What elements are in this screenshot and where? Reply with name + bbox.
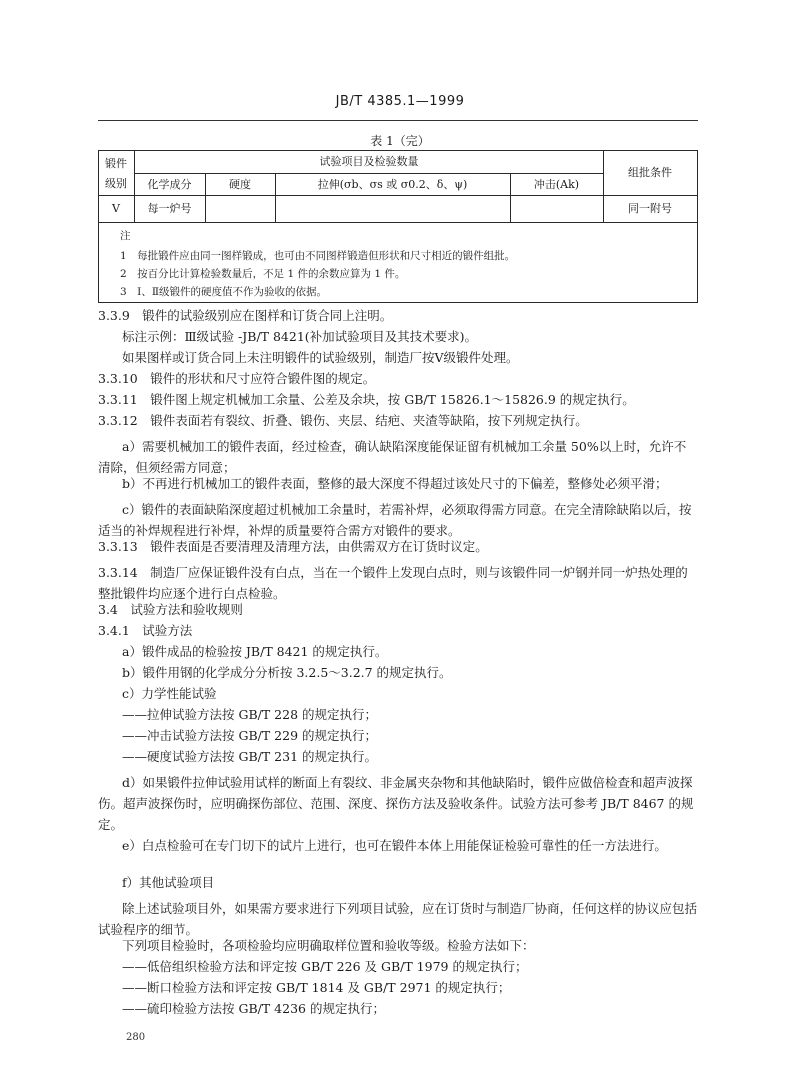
header-grade-line2: 级别 — [105, 177, 127, 190]
clause-3-4-1-f-text: 除上述试验项目外，如果需方要求进行下列项目试验，应在订货时与制造厂协商，任何这样的协议应包括试验程序的细节。 — [98, 901, 698, 937]
subheader-hardness: 硬度 — [229, 178, 251, 191]
clause-3-4-1-c-hardness: ——硬度试验方法按 GB/T 231 的规定执行。 — [122, 749, 377, 764]
clause-3-3-11: 3.3.11 锻件图上规定机械加工余量、公差及余块，按 GB/T 15826.1～15826.9 的规定执行。 — [98, 392, 635, 407]
section-3-4: 3.4 试验方法和验收规则 — [98, 602, 243, 617]
clause-3-3-9: 3.3.9 锻件的试验级别应在图样和订货合同上注明。 — [98, 308, 393, 323]
row-chemical: 每一炉号 — [147, 202, 192, 215]
clause-3-4-1: 3.4.1 试验方法 — [98, 623, 193, 638]
clause-3-4-1-c: c）力学性能试验 — [122, 686, 217, 701]
table-border-left — [98, 150, 99, 302]
clause-3-4-1-d: d）如果锻件拉伸试验用试样的断面上有裂纹、非金属夹杂物和其他缺陷时，锻件应做倍检查和超声波探伤。超声波探伤时，应明确探伤部位、范围、深度、探伤方法及验收条件。试验方法可参考 JB/T 8467 的规定。 — [98, 775, 694, 832]
subheader-chemical: 化学成分 — [147, 178, 192, 191]
table-note-1: 1 每批锻件应由同一图样锻成，也可由不同图样锻造但形状和尺寸相近的锻件组批。 — [120, 250, 516, 262]
page-number: 280 — [126, 1032, 146, 1043]
clause-3-4-1-f: f）其他试验项目 — [122, 875, 215, 890]
table-rule-header-bottom — [98, 195, 698, 196]
header-group-conditions: 组批条件 — [628, 166, 672, 179]
clause-3-4-1-f-sulfur-print: ——硫印检验方法按 GB/T 4236 的规定执行； — [122, 1001, 385, 1016]
table-note-3: 3 Ⅰ、Ⅱ级锻件的硬度值不作为验收的依据。 — [120, 286, 327, 298]
header-test-items: 试验项目及检验数量 — [319, 155, 419, 168]
clause-3-3-12-c: c）锻件的表面缺陷深度超过机械加工余量时，若需补焊，必须取得需方同意。在完全清除缺陷以后，按适当的补焊规程进行补焊，补焊的质量要符合需方对锻件的要求。 — [98, 502, 692, 538]
clause-3-4-1-f-macro: ——低倍组织检验方法和评定按 GB/T 226 及 GB/T 1979 的规定执行； — [122, 959, 528, 974]
clause-3-3-12: 3.3.12 锻件表面若有裂纹、折叠、锻伤、夹层、结疤、夹渣等缺陷，按下列规定执行。 — [98, 413, 588, 428]
table-caption: 表 1（完） — [370, 134, 430, 148]
clause-3-4-1-a: a）锻件成品的检验按 JB/T 8421 的规定执行。 — [122, 644, 388, 659]
clause-3-4-1-e: e）白点检验可在专门切下的试片上进行，也可在锻件本体上用能保证检验可靠性的任一方法进行。 — [122, 838, 667, 853]
header-grade-line1: 锻件 — [105, 157, 127, 170]
clause-3-4-1-b: b）锻件用钢的化学成分分析按 3.2.5～3.2.7 的规定执行。 — [122, 665, 452, 680]
clause-3-4-1-f-fracture: ——断口检验方法和评定按 GB/T 1814 及 GB/T 2971 的规定执行； — [122, 980, 511, 995]
table-rule-row-bottom — [98, 222, 698, 223]
row-group: 同一附号 — [628, 202, 672, 215]
table-note-2: 2 按百分比计算检验数量后，不足 1 件的余数应算为 1 件。 — [120, 268, 406, 280]
clause-3-3-9-example: 标注示例：Ⅲ级试验 -JB/T 8421(补加试验项目及其技术要求)。 — [122, 329, 478, 344]
subheader-impact: 冲击(Ak) — [533, 178, 580, 191]
table-rule-top — [98, 150, 698, 151]
clause-3-3-12-b: b）不再进行机械加工的锻件表面，整修的最大深度不得超过该处尺寸的下偏差，整修处必须平滑； — [122, 476, 668, 491]
notes-title: 注 — [120, 230, 131, 242]
clause-3-3-12-a: a）需要机械加工的锻件表面，经过检查，确认缺陷深度能保证留有机械加工余量 50%以上时，允许不清除，但须经需方同意； — [98, 439, 687, 475]
clause-3-3-13: 3.3.13 锻件表面是否要清理及清理方法，由供需双方在订货时议定。 — [98, 539, 488, 554]
table-rule-bottom — [98, 302, 698, 303]
clause-3-3-9-extra: 如果图样或订货合同上未注明锻件的试验级别，制造厂按Ⅴ级锻件处理。 — [122, 350, 519, 365]
clause-3-4-1-c-tensile: ——拉伸试验方法按 GB/T 228 的规定执行； — [122, 707, 377, 722]
standard-number-header: JB/T 4385.1—1999 — [335, 94, 465, 109]
clause-3-4-1-c-impact: ——冲击试验方法按 GB/T 229 的规定执行； — [122, 728, 377, 743]
subheader-tensile: 拉伸(σb、σs 或 σ0.2、δ、ψ) — [317, 178, 468, 191]
clause-3-3-14: 3.3.14 制造厂应保证锻件没有白点，当在一个锻件上发现白点时，则与该锻件同一炉钢并同一炉热处理的整批锻件均应逐个进行白点检验。 — [98, 565, 688, 601]
clause-3-3-10: 3.3.10 锻件的形状和尺寸应符合锻件图的规定。 — [98, 371, 376, 386]
table-border-right — [697, 150, 698, 302]
header-rule — [98, 120, 698, 121]
row-grade: Ⅴ — [112, 202, 120, 215]
clause-3-4-1-f-list-intro: 下列项目检验时，各项检验均应明确取样位置和验收等级。检验方法如下： — [122, 938, 535, 953]
